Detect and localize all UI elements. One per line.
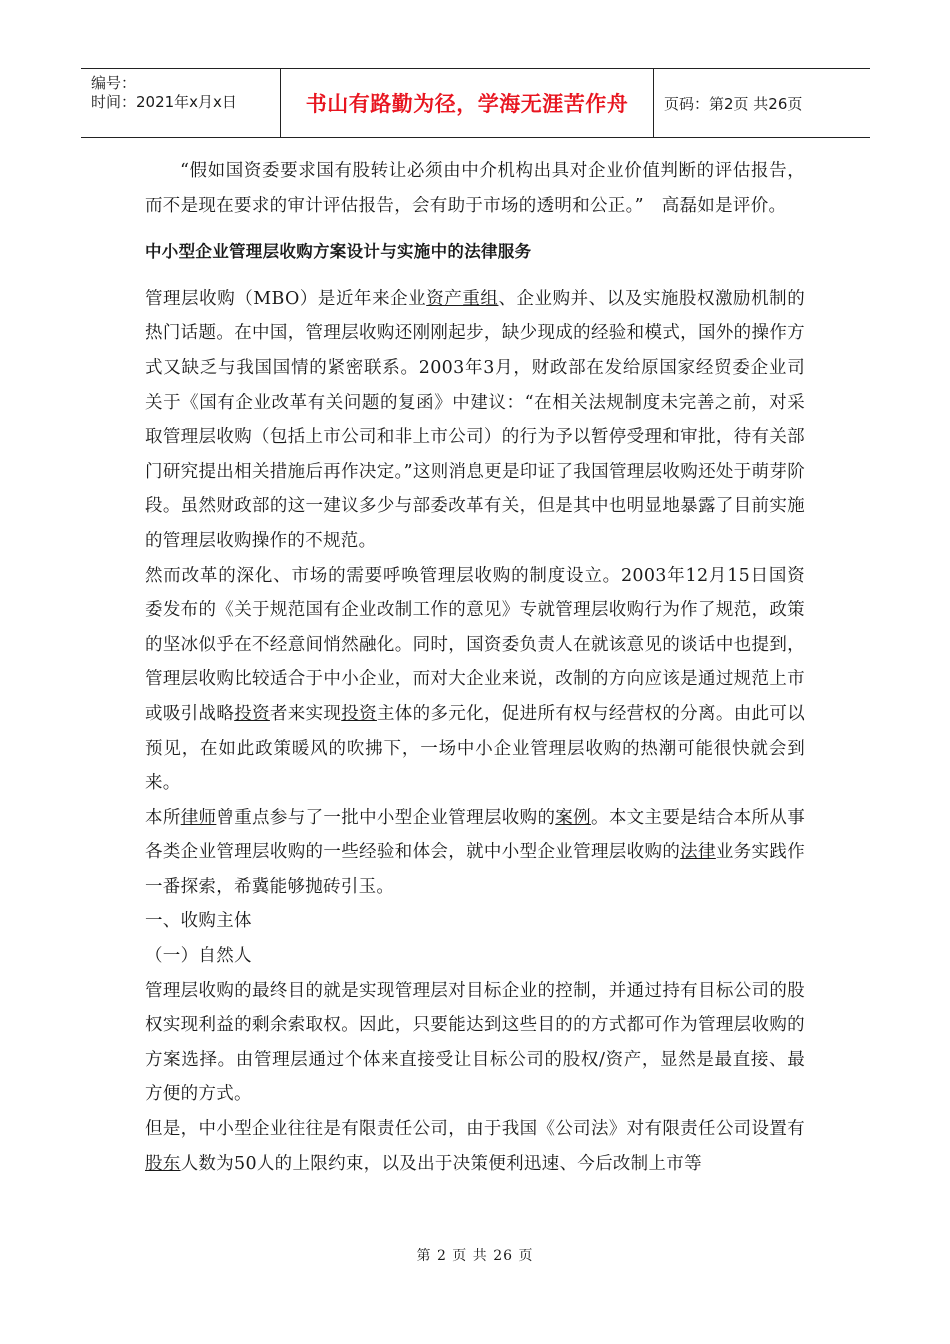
text-run: 曾重点参与了一批中小型企业管理层收购的 (216, 807, 556, 828)
header-motto: 书山有路勤为径，学海无涯苦作舟 (281, 69, 654, 137)
page-footer: 第 2 页 共 26 页 (416, 1248, 534, 1264)
text-run: 业务实践作一番探索，希冀能够抛砖引玉。 (145, 842, 805, 897)
header-meta-cell (81, 69, 281, 137)
text-run: 人数为50人的上限约束，以及出于决策便利迅速、今后改制上市等 (180, 1153, 702, 1174)
text-run: 、企业购并、以及实施股权激励机制的热门话题。在中国，管理层收购还刚刚起步，缺少现成的经验和模式，国外的操作方式又缺乏与我国国情的紧密联系。2003年3月，财政部在发给原国家经贸委企业司关于《国有企业改革有关问题的复函》中建议：“在相关法规制度未完善之前，对采取管理层收购（包括上市公司和非上市公司）的行为予以暂停受理和审批，待有关部门研究提出相关措施后再作决定。”这则消息更是印证了我国管理层收购还处于萌芽阶段。虽然财政部的这一建议多少与部委改革有关，但是其中也明显地暴露了目前实施的管理层收购操作的不规范。 (145, 288, 806, 551)
header-table (81, 68, 870, 138)
heading-natural-person: （一）自然人 (145, 946, 252, 967)
link-investment-1[interactable]: 投资 (234, 703, 270, 724)
link-investment-2[interactable]: 投资 (341, 703, 377, 724)
text-run: 管理层收购（MBO）是近年来企业 (145, 288, 427, 309)
link-asset-restructuring[interactable]: 资产重组 (426, 288, 499, 309)
link-shareholder[interactable]: 股东 (145, 1153, 181, 1174)
text-run: 主体的多元化，促进所有权与经营权的分离。由此可以预见，在如此政策暖风的吹拂下，一场中小企业管理层收购的热潮可能很快就会到来。 (145, 703, 806, 794)
paragraph-firm (145, 801, 805, 905)
paragraph-mbo-intro (145, 282, 805, 559)
document-number-label: 编号： (91, 74, 137, 92)
link-lawyer[interactable]: 律师 (180, 807, 217, 828)
document-time-label: 时间：2021年x月x日 (91, 93, 237, 111)
text-run: 但是，中小型企业往往是有限责任公司，由于我国《公司法》对有限责任公司设置有 (145, 1119, 805, 1140)
text-run: 。本文主要是结合本所从事各类企业管理层收购的一些经验和体会，就中小型企业管理层收购的 (145, 807, 805, 863)
link-case[interactable]: 案例 (555, 807, 591, 828)
text-run: 然而改革的深化、市场的需要呼唤管理层收购的制度设立。2003年12月15日国资委发布的《关于规范国有企业改制工作的意见》专就管理层收购行为作了规范，政策的坚冰似乎在不经意间悄然融化。同时，国资委负责人在就该意见的谈话中也提到，管理层收购比较适合于中小企业，而对大企业来说，改制的方向应该是通过规范上市或吸引战略 (145, 565, 805, 724)
text-run: 本所 (145, 807, 181, 828)
link-law[interactable]: 法律 (680, 842, 716, 863)
heading-acquisition-subject: 一、收购主体 (145, 911, 252, 932)
header-page-info: 页码：第2页 共26页 (664, 94, 803, 113)
paragraph-quote: “假如国资委要求国有股转让必须由中介机构出具对企业价值判断的评估报告，而不是现在要求的审计评估报告，会有助于市场的透明和公正。” 高磊如是评价。 (145, 161, 805, 216)
text-run: 者来实现 (269, 703, 342, 724)
paragraph-ultimate-goal: 管理层收购的最终目的就是实现管理层对目标企业的控制，并通过持有目标公司的股权实现利益的剩余索取权。因此，只要能达到这些目的的方式都可作为管理层收购的方案选择。由管理层通过个体来直接受让目标公司的股权/资产，显然是最直接、最方便的方式。 (145, 980, 805, 1105)
paragraph-company-law (145, 1112, 805, 1181)
section-title: 中小型企业管理层收购方案设计与实施中的法律服务 (145, 242, 532, 262)
document-body (145, 154, 805, 1181)
paragraph-reform (145, 559, 805, 801)
